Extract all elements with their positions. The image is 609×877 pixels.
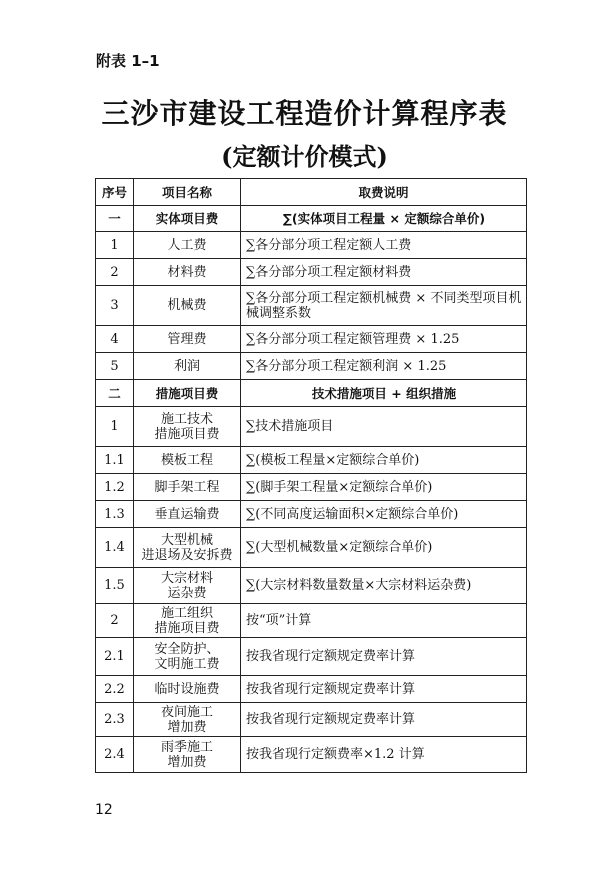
row-fee-description: ∑(大宗材料数量数量×大宗材料运杂费) (241, 568, 527, 604)
row-number: 1.4 (96, 528, 134, 568)
row-fee-description: ∑各分部分项工程定额利润 × 1.25 (241, 353, 527, 380)
row-fee-description: ∑技术措施项目 (241, 407, 527, 447)
table-row (96, 676, 527, 703)
row-fee-description: 技术措施项目 + 组织措施 (241, 380, 527, 407)
row-number: 1.2 (96, 474, 134, 501)
appendix-label: 附表 1–1 (96, 52, 160, 70)
row-fee-description: 按我省现行定额规定费率计算 (241, 676, 527, 703)
row-fee-description: ∑(脚手架工程量×定额综合单价) (241, 474, 527, 501)
table-row (96, 737, 527, 773)
row-number: 2.2 (96, 676, 134, 703)
row-number: 1.3 (96, 501, 134, 528)
header-name: 项目名称 (134, 179, 241, 206)
table-row (96, 528, 527, 568)
row-fee-description: ∑各分部分项工程定额管理费 × 1.25 (241, 326, 527, 353)
row-item-name: 措施项目费 (134, 380, 241, 407)
row-number: 1.1 (96, 447, 134, 474)
row-fee-description: ∑(实体项目工程量 × 定额综合单价) (241, 206, 527, 232)
row-item-name: 大宗材料 运杂费 (134, 568, 241, 604)
row-fee-description: 按我省现行定额规定费率计算 (241, 703, 527, 737)
row-number: 2.1 (96, 638, 134, 676)
row-number: 5 (96, 353, 134, 380)
header-desc: 取费说明 (241, 179, 527, 206)
calculation-table (95, 178, 527, 773)
row-item-name: 大型机械 进退场及安拆费 (134, 528, 241, 568)
table-row (96, 447, 527, 474)
row-fee-description: 按“项”计算 (241, 604, 527, 638)
table-row (96, 703, 527, 737)
row-fee-description: ∑各分部分项工程定额机械费 × 不同类型项目机械调整系数 (241, 286, 527, 326)
table-row (96, 474, 527, 501)
row-fee-description: ∑(模板工程量×定额综合单价) (241, 447, 527, 474)
row-item-name: 管理费 (134, 326, 241, 353)
row-fee-description: ∑(不同高度运输面积×定额综合单价) (241, 501, 527, 528)
row-item-name: 临时设施费 (134, 676, 241, 703)
table-header-row (96, 179, 527, 206)
table-row (96, 407, 527, 447)
table-section-row (96, 206, 527, 232)
row-number: 1 (96, 407, 134, 447)
row-item-name: 雨季施工 增加费 (134, 737, 241, 773)
row-item-name: 施工技术 措施项目费 (134, 407, 241, 447)
row-item-name: 利润 (134, 353, 241, 380)
table-row (96, 232, 527, 259)
table-row (96, 501, 527, 528)
row-item-name: 施工组织 措施项目费 (134, 604, 241, 638)
row-number: 一 (96, 206, 134, 232)
table-row (96, 604, 527, 638)
page-number: 12 (95, 802, 113, 818)
table-row (96, 259, 527, 286)
row-number: 2.4 (96, 737, 134, 773)
row-fee-description: 按我省现行定额规定费率计算 (241, 638, 527, 676)
row-item-name: 夜间施工 增加费 (134, 703, 241, 737)
page-subtitle: (定额计价模式) (221, 142, 388, 171)
row-fee-description: ∑各分部分项工程定额人工费 (241, 232, 527, 259)
row-item-name: 人工费 (134, 232, 241, 259)
header-no: 序号 (96, 179, 134, 206)
row-number: 2 (96, 259, 134, 286)
row-number: 4 (96, 326, 134, 353)
row-number: 1 (96, 232, 134, 259)
row-item-name: 机械费 (134, 286, 241, 326)
table-section-row (96, 380, 527, 407)
table-body (96, 206, 527, 773)
row-item-name: 垂直运输费 (134, 501, 241, 528)
row-fee-description: 按我省现行定额费率×1.2 计算 (241, 737, 527, 773)
table-row (96, 568, 527, 604)
row-item-name: 安全防护、 文明施工费 (134, 638, 241, 676)
row-number: 二 (96, 380, 134, 407)
row-item-name: 材料费 (134, 259, 241, 286)
row-number: 3 (96, 286, 134, 326)
row-item-name: 实体项目费 (134, 206, 241, 232)
table-row (96, 326, 527, 353)
row-item-name: 脚手架工程 (134, 474, 241, 501)
row-number: 2 (96, 604, 134, 638)
row-fee-description: ∑各分部分项工程定额材料费 (241, 259, 527, 286)
page-title: 三沙市建设工程造价计算程序表 (101, 97, 508, 130)
table-row (96, 353, 527, 380)
row-fee-description: ∑(大型机械数量×定额综合单价) (241, 528, 527, 568)
row-number: 2.3 (96, 703, 134, 737)
table-row (96, 286, 527, 326)
row-number: 1.5 (96, 568, 134, 604)
table-row (96, 638, 527, 676)
row-item-name: 模板工程 (134, 447, 241, 474)
